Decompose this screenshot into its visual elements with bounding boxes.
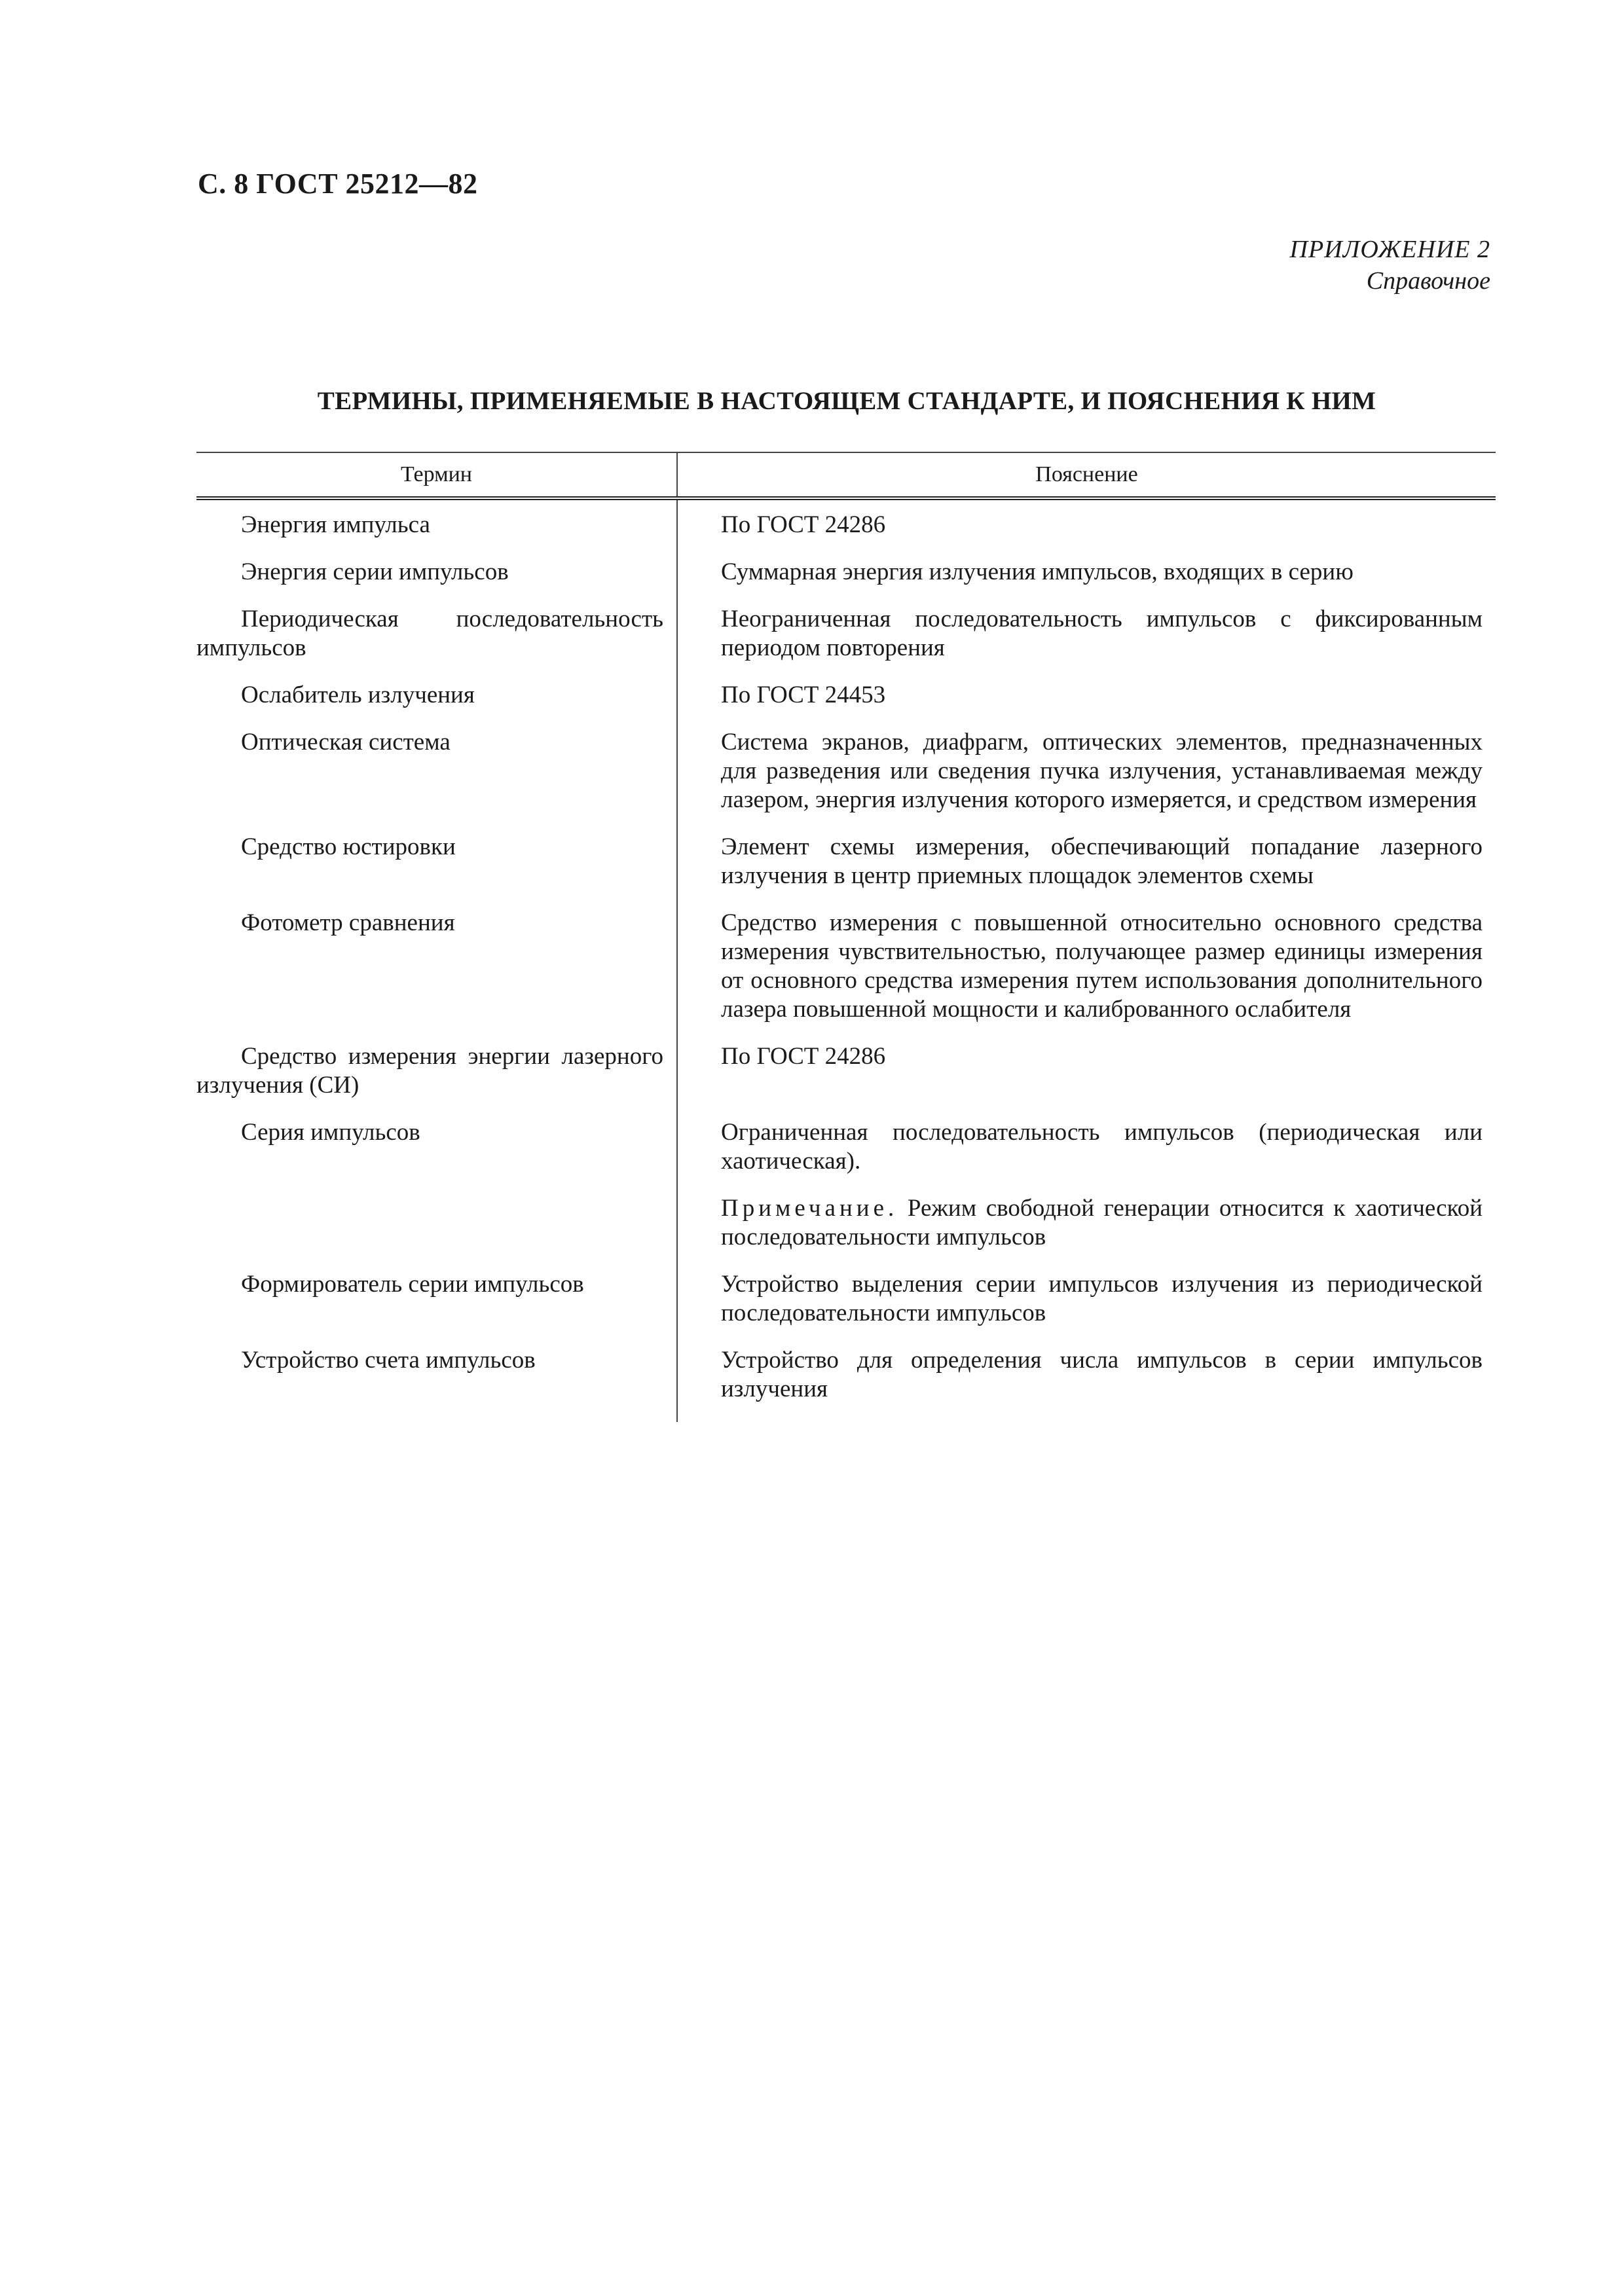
explanation-cell: Система экранов, диафрагм, оптических элементов, предназначенных для разведения или сведения пучка излучения, устанавливаемая между лазером, энергия излучения которого измеряется, и средством измерения bbox=[721, 729, 1483, 813]
table-row bbox=[196, 833, 1496, 909]
terms-table bbox=[196, 452, 1496, 1422]
term-cell: Ослабитель излучения bbox=[196, 681, 677, 728]
table-row bbox=[196, 558, 1496, 605]
table-row bbox=[196, 728, 1496, 833]
appendix-label: ПРИЛОЖЕНИЕ 2 bbox=[1289, 236, 1490, 263]
term-cell: Формирователь серии импульсов bbox=[196, 1270, 677, 1346]
term-cell: Средство юстировки bbox=[196, 833, 677, 909]
column-header-explanation: Пояснение bbox=[677, 452, 1496, 498]
table-row bbox=[196, 498, 1496, 558]
explanation-cell bbox=[677, 1118, 1496, 1270]
explanation-cell: Устройство выделения серии импульсов излучения из периодической последовательности импульсов bbox=[721, 1271, 1483, 1326]
term-cell: Фотометр сравнения bbox=[196, 909, 677, 1042]
explanation-cell: По ГОСТ 24286 bbox=[721, 1043, 886, 1070]
explanation-cell: Средство измерения с повышенной относительно основного средства измерения чувствительностью, получающее размер единицы измерения от основного средства измерения путем использования дополнительного лазера повышенной мощности и калиброванного ослабителя bbox=[721, 909, 1483, 1023]
table-row bbox=[196, 605, 1496, 681]
explanation-cell: Элемент схемы измерения, обеспечивающий попадание лазерного излучения в центр приемных площадок элементов схемы bbox=[721, 833, 1483, 889]
term-cell: Оптическая система bbox=[196, 728, 677, 833]
note-paragraph bbox=[721, 1194, 1483, 1252]
term-cell: Энергия импульса bbox=[196, 498, 677, 558]
table-row bbox=[196, 1118, 1496, 1270]
table-row bbox=[196, 909, 1496, 1042]
table-row bbox=[196, 1042, 1496, 1118]
explanation-text: Ограниченная последовательность импульсов (периодическая или хаотическая). bbox=[721, 1119, 1483, 1175]
term-cell: Энергия серии импульсов bbox=[196, 558, 677, 605]
note-text: Режим свободной генерации относится к хаотической последовательности импульсов bbox=[721, 1195, 1483, 1250]
table-row bbox=[196, 1270, 1496, 1346]
page-header: С. 8 ГОСТ 25212—82 bbox=[198, 168, 478, 200]
term-cell: Периодическая последовательность импульсов bbox=[196, 605, 677, 681]
appendix-block bbox=[1290, 234, 1490, 297]
explanation-cell: По ГОСТ 24286 bbox=[721, 511, 886, 538]
explanation-cell: Устройство для определения числа импульсов в серии импульсов излучения bbox=[721, 1347, 1483, 1402]
appendix-type: Справочное bbox=[1366, 266, 1490, 295]
table-header-row bbox=[196, 452, 1496, 498]
document-title: ТЕРМИНЫ, ПРИМЕНЯЕМЫЕ В НАСТОЯЩЕМ СТАНДАРТЕ, И ПОЯСНЕНИЯ К НИМ bbox=[317, 387, 1376, 415]
note-label: Примечание. bbox=[721, 1195, 898, 1222]
explanation-cell: Суммарная энергия излучения импульсов, входящих в серию bbox=[721, 558, 1354, 585]
explanation-cell: По ГОСТ 24453 bbox=[721, 682, 886, 708]
term-cell: Средство измерения энергии лазерного излучения (СИ) bbox=[196, 1042, 677, 1118]
table-row bbox=[196, 681, 1496, 728]
column-header-term: Термин bbox=[196, 452, 677, 498]
table-row bbox=[196, 1346, 1496, 1422]
term-cell: Устройство счета импульсов bbox=[196, 1346, 677, 1422]
explanation-cell: Неограниченная последовательность импульсов с фиксированным периодом повторения bbox=[721, 606, 1483, 661]
term-cell: Серия импульсов bbox=[196, 1118, 677, 1270]
